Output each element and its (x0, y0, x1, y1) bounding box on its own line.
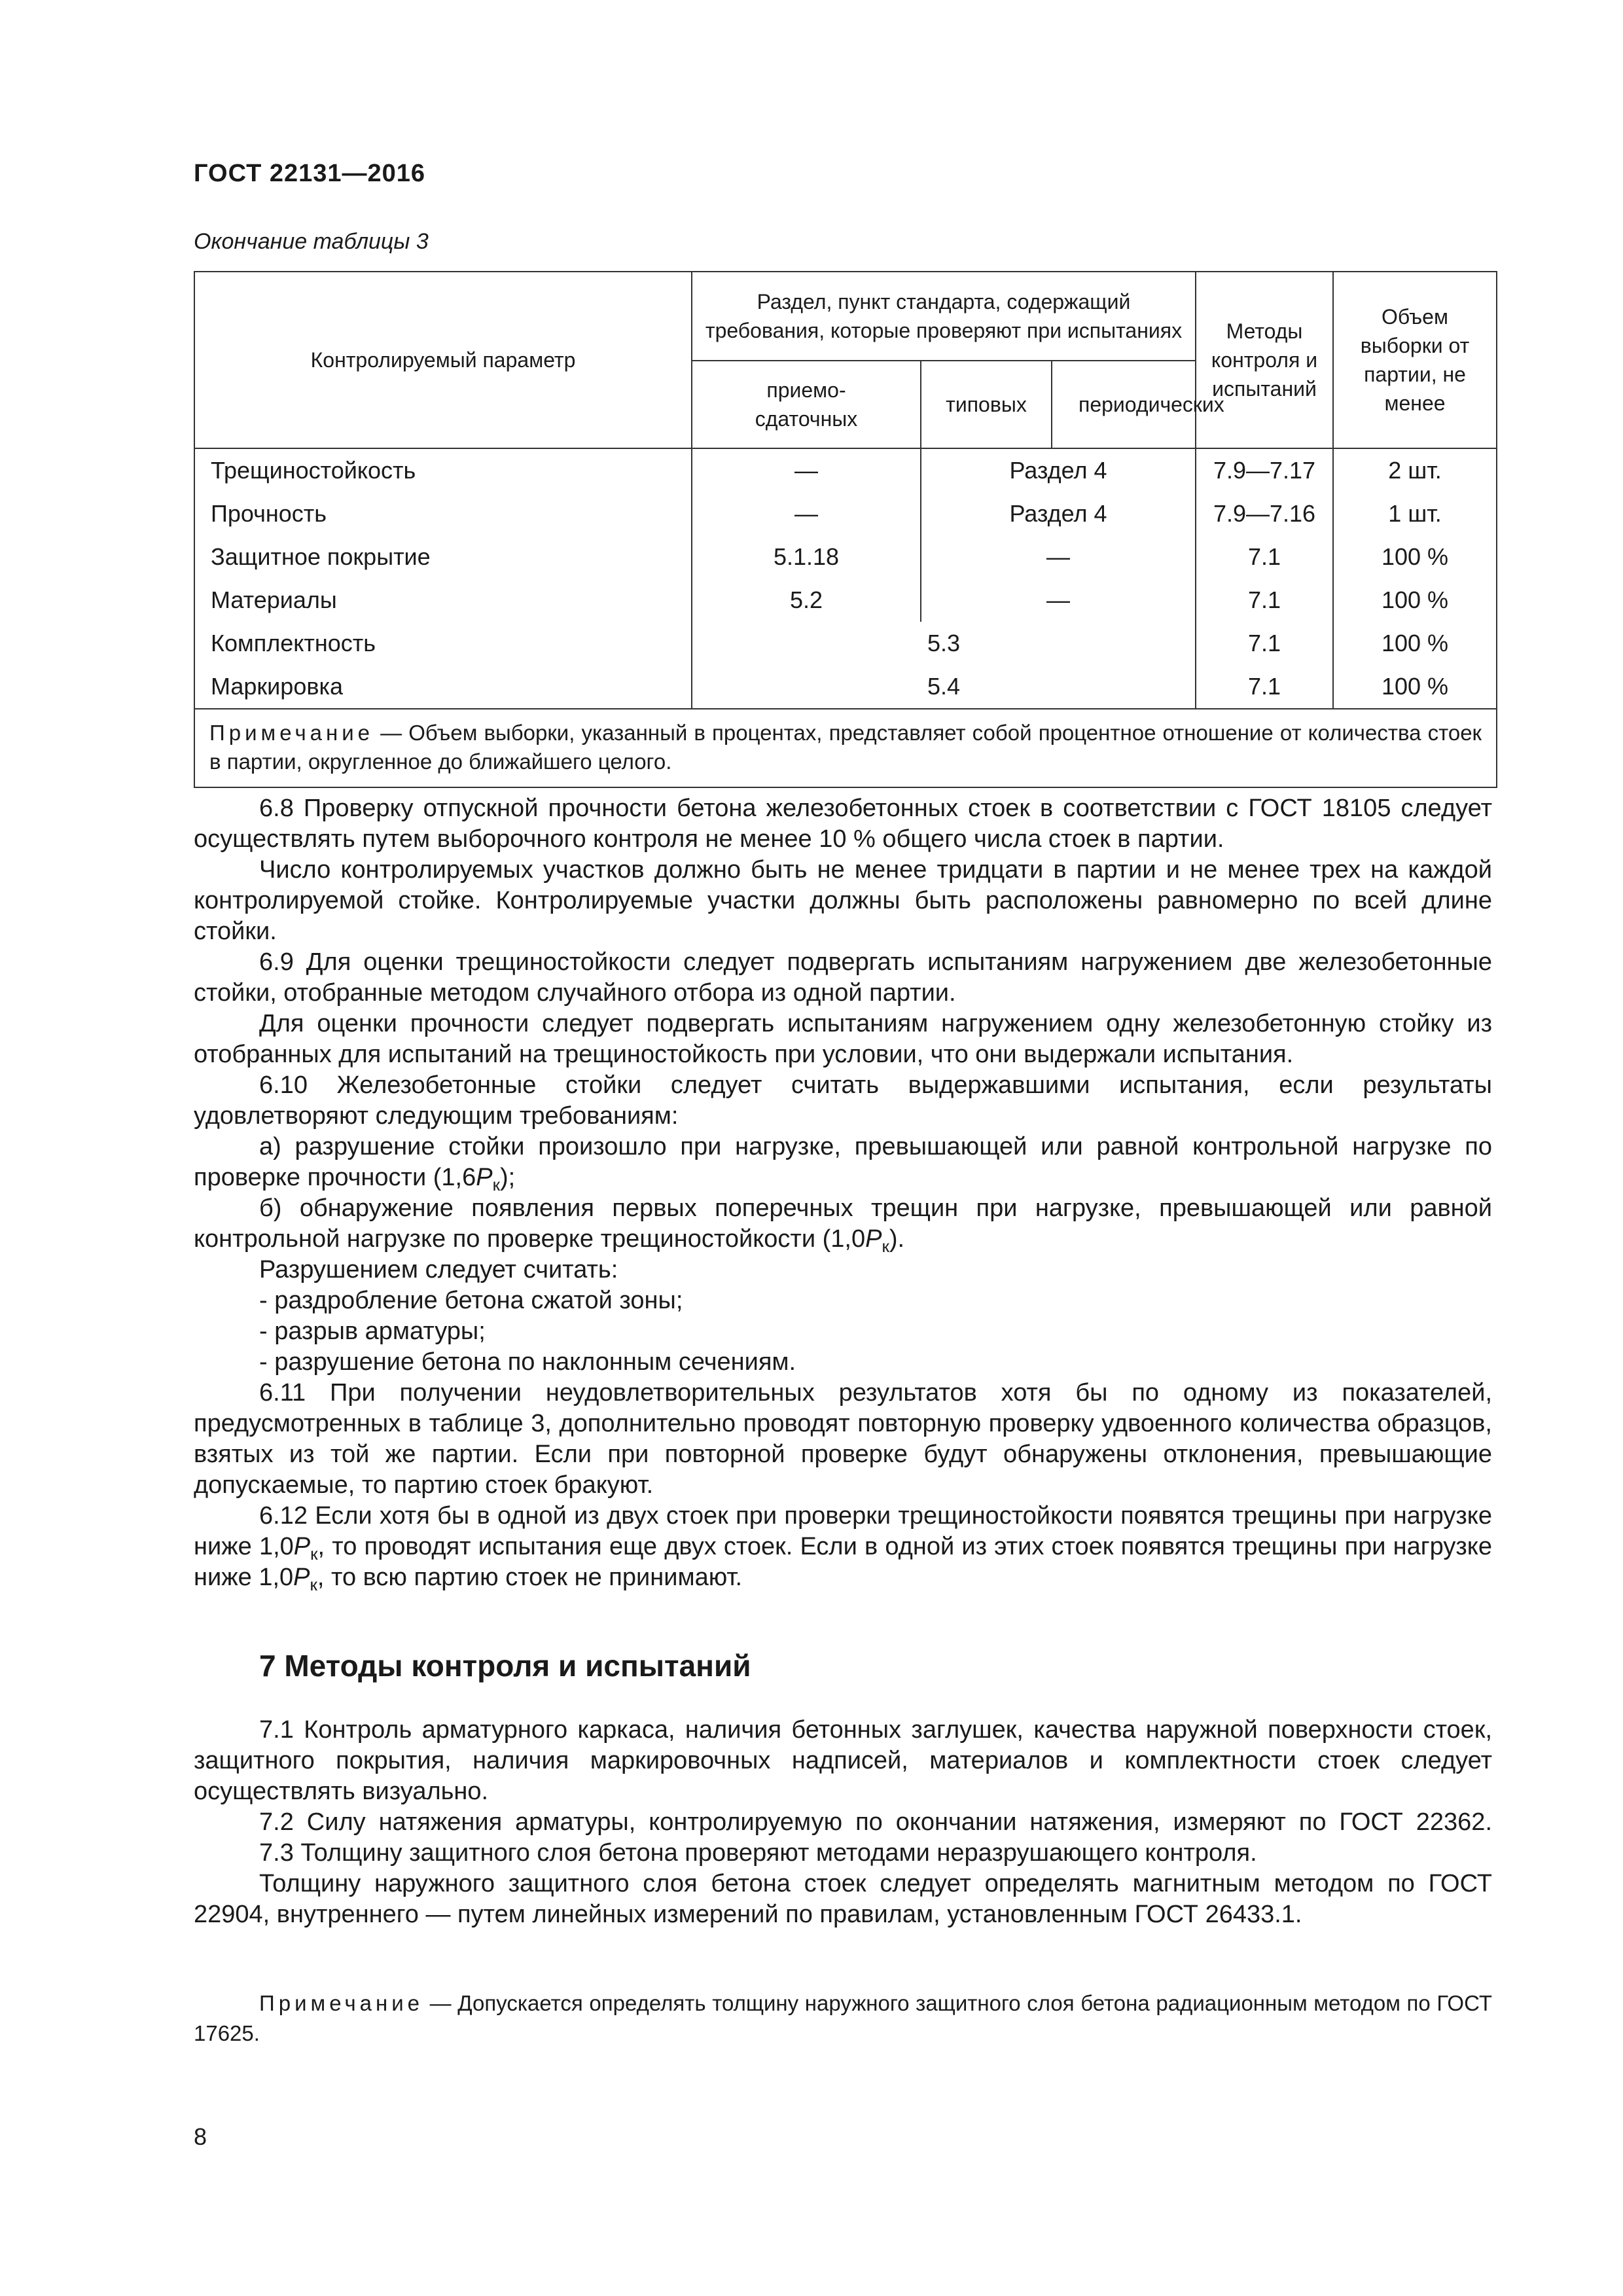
cell-typical-periodic: — (921, 579, 1196, 622)
cell-section-merged: 5.3 (692, 622, 1196, 665)
paragraph-6-10-a-text: а) разрушение стойки произошло при нагрузке, превышающей или равной контрольной нагрузке по проверке прочности (1,6 (194, 1133, 1492, 1191)
header-periodic: периодических (1052, 361, 1196, 448)
list-item: - разрушение бетона по наклонным сечениям. (259, 1348, 796, 1376)
load-symbol: P (476, 1164, 493, 1191)
paragraph-6-8: 6.8 Проверку отпускной прочности бетона железобетонных стоек в соответствии с ГОСТ 18105 следует осуществлять путем выборочного контроля не менее 10 % общего числа стоек в партии. (194, 795, 1492, 853)
paragraph-6-8-b: Число контролируемых участков должно быть не менее тридцати в партии и не менее трех на каждой контролируемой стойке. Контролируемые участки должны быть расположены равномерно по всей длине стойки. (194, 856, 1492, 945)
table-note (194, 709, 1497, 787)
paragraph-6-12-text-a: 6.12 Если хотя бы в одной из двух стоек при проверки трещиностойкости появятся трещины при нагрузке ниже 1,0 (194, 1502, 1492, 1560)
cell-typical-periodic: — (921, 535, 1196, 579)
section-7-note (194, 1988, 1492, 2049)
section-7-heading: 7 Методы контроля и испытаний (259, 1649, 751, 1683)
cell-methods: 7.9—7.17 (1196, 448, 1333, 492)
load-subscript: к (310, 1575, 317, 1594)
table-note-text: — Объем выборки, указанный в процентах, представляет собой процентное отношение от количества стоек в партии, округленное до ближайшего целого. (209, 721, 1482, 774)
cell-section-merged: 5.4 (692, 665, 1196, 709)
paragraph-6-10-a (194, 1132, 1492, 1193)
header-acceptance: приемо-сдаточных (692, 361, 921, 448)
table-row (194, 492, 1497, 535)
header-param: Контролируемый параметр (194, 272, 692, 448)
load-subscript: к (492, 1175, 500, 1194)
cell-param: Трещиностойкость (194, 448, 692, 492)
paragraph-6-9: 6.9 Для оценки трещиностойкости следует подвергать испытаниям нагружением две железобетонные стойки, отобранные методом случайного отбора из одной партии. (194, 948, 1492, 1007)
cell-param: Материалы (194, 579, 692, 622)
load-symbol: P (293, 1564, 310, 1591)
cell-methods: 7.1 (1196, 535, 1333, 579)
cell-acceptance: — (692, 448, 921, 492)
cell-volume: 100 % (1333, 665, 1497, 709)
table-row (194, 579, 1497, 622)
cell-acceptance: 5.2 (692, 579, 921, 622)
cell-methods: 7.1 (1196, 579, 1333, 622)
header-volume: Объем выборки от партии, не менее (1333, 272, 1497, 448)
note-label: Примечание (259, 1991, 424, 2015)
paragraph-6-12 (194, 1501, 1492, 1593)
table-row (194, 622, 1497, 665)
table-row (194, 535, 1497, 579)
cell-volume: 100 % (1333, 622, 1497, 665)
paragraph-7-3-b: Толщину наружного защитного слоя бетона стоек следует определять магнитным методом по ГОСТ 22904, внутреннего — путем линейных измерений по правилам, установленным ГОСТ 26433.1. (194, 1870, 1492, 1928)
cell-volume: 2 шт. (1333, 448, 1497, 492)
paragraph-6-12-text-c: , то всю партию стоек не принимают. (317, 1564, 743, 1591)
cell-methods: 7.1 (1196, 665, 1333, 709)
cell-param: Прочность (194, 492, 692, 535)
note-text: — Допускается определять толщину наружного защитного слоя бетона радиационным методом по ГОСТ 17625. (194, 1991, 1492, 2045)
cell-param: Комплектность (194, 622, 692, 665)
table-3 (194, 271, 1497, 788)
cell-typical-periodic: Раздел 4 (921, 492, 1196, 535)
paragraph-6-11: 6.11 При получении неудовлетворительных результатов хотя бы по одному из показателей, предусмотренных в таблице 3, дополнительно проводят повторную проверку удвоенного количества образцов, взятых из той же партии. Если при повторной проверке будут обнаружены отклонения, превышающие допускаемые, то партию стоек бракуют. (194, 1379, 1492, 1499)
paragraph-7-3: 7.3 Толщину защитного слоя бетона проверяют методами неразрушающего контроля. (259, 1839, 1257, 1867)
paragraph-6-10: 6.10 Железобетонные стойки следует считать выдержавшими испытания, если результаты удовлетворяют следующим требованиям: (194, 1071, 1492, 1130)
destruction-intro: Разрушением следует считать: (259, 1256, 618, 1283)
cell-volume: 100 % (1333, 535, 1497, 579)
load-subscript: к (882, 1236, 889, 1256)
cell-param: Защитное покрытие (194, 535, 692, 579)
cell-typical-periodic: Раздел 4 (921, 448, 1196, 492)
paragraph-6-9-b: Для оценки прочности следует подвергать испытаниям нагружением одну железобетонную стойку из отобранных для испытаний на трещиностойкость при условии, что они выдержали испытания. (194, 1010, 1492, 1068)
header-section-group: Раздел, пункт стандарта, содержащий требования, которые проверяют при испытаниях (692, 272, 1196, 361)
load-subscript: к (310, 1544, 318, 1564)
table-row (194, 448, 1497, 492)
table-row (194, 665, 1497, 709)
table-note-label: Примечание (209, 721, 374, 745)
page-number: 8 (194, 2123, 207, 2150)
paragraph-6-10-b-end: ). (889, 1225, 905, 1253)
load-symbol: P (865, 1225, 882, 1253)
cell-volume: 1 шт. (1333, 492, 1497, 535)
document-header: ГОСТ 22131—2016 (194, 160, 426, 187)
cell-acceptance: — (692, 492, 921, 535)
cell-volume: 100 % (1333, 579, 1497, 622)
header-typical: типовых (921, 361, 1052, 448)
list-item: - раздробление бетона сжатой зоны; (259, 1287, 683, 1314)
paragraph-7-2: 7.2 Силу натяжения арматуры, контролируемую по окончании натяжения, измеряют по ГОСТ 22362. (259, 1808, 1492, 1836)
table-caption: Окончание таблицы 3 (194, 229, 429, 254)
section-7-text (194, 1715, 1492, 1930)
cell-param: Маркировка (194, 665, 692, 709)
paragraph-6-10-a-end: ); (499, 1164, 516, 1191)
load-symbol: P (293, 1533, 311, 1560)
paragraph-6-12-text-b: , то проводят испытания еще двух стоек. Если в одной из этих стоек появятся трещины при нагрузке ниже 1,0 (194, 1533, 1492, 1591)
cell-acceptance: 5.1.18 (692, 535, 921, 579)
header-methods: Методы контроля и испытаний (1196, 272, 1333, 448)
cell-methods: 7.1 (1196, 622, 1333, 665)
cell-methods: 7.9—7.16 (1196, 492, 1333, 535)
list-item: - разрыв арматуры; (259, 1318, 486, 1345)
paragraph-6-10-b-text: б) обнаружение появления первых поперечных трещин при нагрузке, превышающей или равной контрольной нагрузке по проверке трещиностойкости (1,0 (194, 1194, 1492, 1253)
paragraph-7-1: 7.1 Контроль арматурного каркаса, наличия бетонных заглушек, качества наружной поверхности стоек, защитного покрытия, наличия маркировочных надписей, материалов и комплектности стоек следует осуществлять визуально. (194, 1716, 1492, 1805)
section-6-text (194, 793, 1492, 1593)
paragraph-6-10-b (194, 1193, 1492, 1255)
